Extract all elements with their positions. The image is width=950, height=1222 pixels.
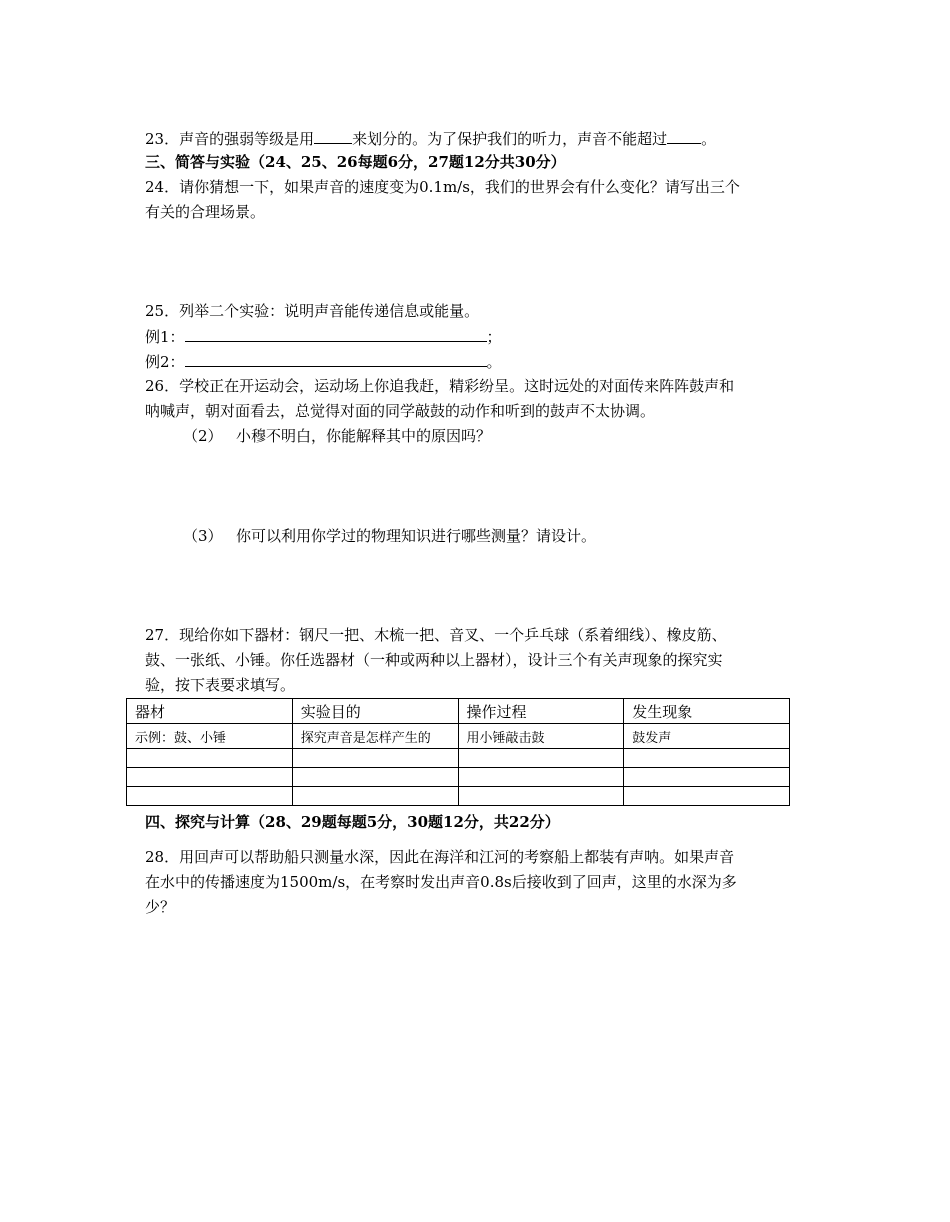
q23-middle: 来划分的。为了保护我们的听力，声音不能超过 (352, 130, 668, 148)
q23-blank-1[interactable] (314, 128, 352, 144)
table-cell[interactable] (292, 768, 458, 787)
q27-line-3: 验，按下表要求填写。 (145, 676, 296, 694)
q27-line-1: 27．现给你如下器材：钢尺一把、木梳一把、音叉、一个乒乓球（系着细线）、橡皮筋、 (145, 626, 727, 644)
q25-example-2-end: 。 (486, 353, 502, 371)
table-cell[interactable] (624, 768, 790, 787)
q26-line-2: 呐喊声，朝对面看去，总觉得对面的同学敲鼓的动作和听到的鼓声不太协调。 (145, 402, 656, 420)
q25-example-1-blank[interactable] (185, 326, 487, 342)
table-cell[interactable] (458, 749, 624, 768)
q24-line-1: 24．请你猜想一下，如果声音的速度变为0.1m/s，我们的世界会有什么变化？请写出三个 (145, 178, 740, 196)
table-example-row (127, 724, 790, 749)
example-procedure: 用小锤敲击鼓 (458, 724, 624, 749)
q28-line-1: 28．用回声可以帮助船只测量水深，因此在海洋和江河的考察船上都装有声呐。如果声音 (145, 848, 735, 866)
q26-line-1: 26．学校正在开运动会，运动场上你追我赶，精彩纷呈。这时远处的对面传来阵阵鼓声和 (145, 377, 735, 395)
q25-example-2-label: 例2： (145, 353, 185, 371)
table-row (127, 787, 790, 806)
q24-line-2: 有关的合理场景。 (145, 203, 266, 221)
table-cell[interactable] (127, 768, 293, 787)
example-purpose: 探究声音是怎样产生的 (292, 724, 458, 749)
q26-part-2-number: （2） (183, 427, 223, 445)
example-phenomenon: 鼓发声 (624, 724, 790, 749)
table-cell[interactable] (458, 768, 624, 787)
question-23 (145, 128, 716, 149)
q26-part-3-number: （3） (183, 527, 223, 545)
experiment-table (126, 698, 790, 806)
table-cell[interactable] (292, 787, 458, 806)
q23-prefix: 23．声音的强弱等级是用 (145, 130, 315, 148)
table-cell[interactable] (292, 749, 458, 768)
header-equipment: 器材 (127, 699, 293, 724)
example-equipment: 示例：鼓、小锤 (127, 724, 293, 749)
q27-line-2: 鼓、一张纸、小锤。你任选器材（一种或两种以上器材），设计三个有关声现象的探究实 (145, 651, 723, 669)
table-cell[interactable] (624, 749, 790, 768)
q23-suffix: 。 (701, 130, 717, 148)
header-phenomenon: 发生现象 (624, 699, 790, 724)
q28-line-3: 少？ (145, 898, 176, 916)
q25-example-1 (145, 326, 502, 347)
section-3-heading: 三、简答与实验（24、25、26每题6分，27题12分共30分） (145, 153, 566, 171)
q25-line-1: 25．列举二个实验：说明声音能传递信息或能量。 (145, 302, 480, 320)
q23-blank-2[interactable] (667, 128, 701, 144)
section-4-heading: 四、探究与计算（28、29题每题5分，30题12分，共22分） (145, 813, 560, 831)
table-cell[interactable] (624, 787, 790, 806)
q26-part-3-text: 你可以利用你学过的物理知识进行哪些测量？请设计。 (236, 527, 597, 545)
table-cell[interactable] (127, 787, 293, 806)
q28-line-2: 在水中的传播速度为1500m/s，在考察时发出声音0.8s后接收到了回声，这里的水深为多 (145, 873, 737, 891)
table-header-row (127, 699, 790, 724)
table-row (127, 768, 790, 787)
table-cell[interactable] (127, 749, 293, 768)
table-row (127, 749, 790, 768)
table-cell[interactable] (458, 787, 624, 806)
q25-example-2 (145, 351, 502, 372)
header-purpose: 实验目的 (292, 699, 458, 724)
q25-example-1-label: 例1： (145, 328, 185, 346)
q25-example-1-end: ； (486, 328, 502, 346)
q26-part-2-text: 小穆不明白，你能解释其中的原因吗？ (236, 427, 492, 445)
q25-example-2-blank[interactable] (185, 351, 487, 367)
header-procedure: 操作过程 (458, 699, 624, 724)
